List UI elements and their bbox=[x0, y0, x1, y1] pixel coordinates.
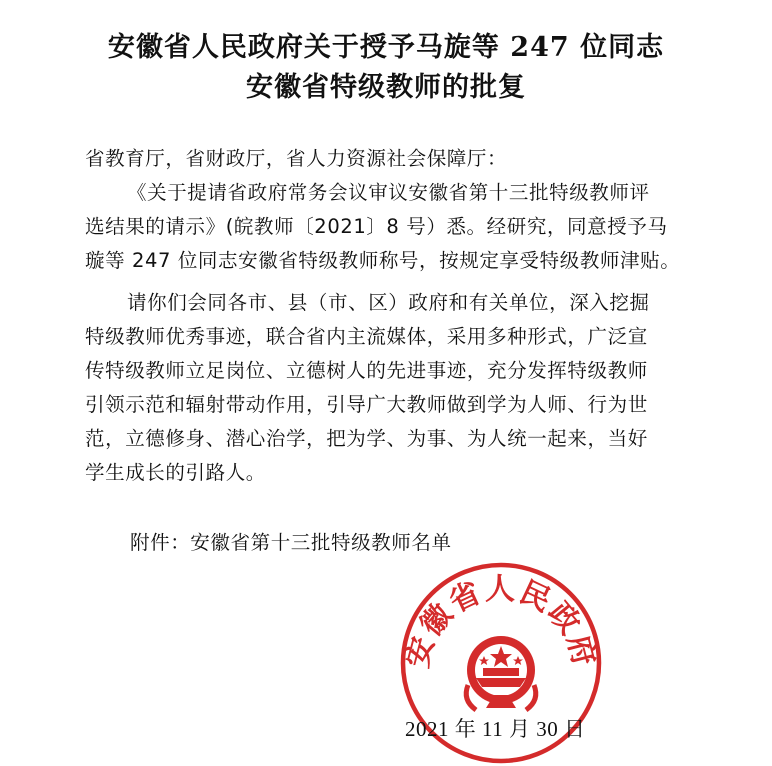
paragraph-2-line: 范，立德修身、潜心治学，把为学、为事、为人统一起来，当好 bbox=[85, 427, 648, 450]
seal-text: 安徽省人民政府 bbox=[400, 571, 602, 672]
document-title-line-1: 安徽省人民政府关于授予马旋等 247 位同志 bbox=[107, 32, 665, 63]
document-title-line-2: 安徽省特级教师的批复 bbox=[246, 72, 526, 103]
paragraph-2-line: 传特级教师立足岗位、立德树人的先进事迹，充分发挥特级教师 bbox=[85, 359, 648, 382]
national-emblem-icon bbox=[466, 636, 536, 710]
paragraph-1-line: 璇等 247 位同志安徽省特级教师称号，按规定享受特级教师津贴。 bbox=[85, 249, 681, 272]
paragraph-1-line: 《关于提请省政府常务会议审议安徽省第十三批特级教师评 bbox=[127, 181, 650, 204]
paragraph-2 bbox=[85, 286, 705, 490]
paragraph-1-line: 选结果的请示》(皖教师〔2021〕8 号）悉。经研究，同意授予马 bbox=[85, 215, 668, 238]
paragraph-1 bbox=[85, 176, 705, 278]
document-date: 2021 年 11 月 30 日 bbox=[405, 717, 586, 741]
paragraph-2-line: 引领示范和辐射带动作用，引导广大教师做到学为人师、行为世 bbox=[85, 393, 648, 416]
attachment-note: 附件：安徽省第十三批特级教师名单 bbox=[130, 531, 452, 554]
paragraph-2-line: 学生成长的引路人。 bbox=[85, 461, 266, 484]
paragraph-2-line: 请你们会同各市、县（市、区）政府和有关单位，深入挖掘 bbox=[127, 291, 650, 314]
paragraph-2-line: 特级教师优秀事迹，联合省内主流媒体，采用多种形式，广泛宣 bbox=[85, 325, 648, 348]
addressees: 省教育厅，省财政厅，省人力资源社会保障厅： bbox=[85, 147, 508, 170]
